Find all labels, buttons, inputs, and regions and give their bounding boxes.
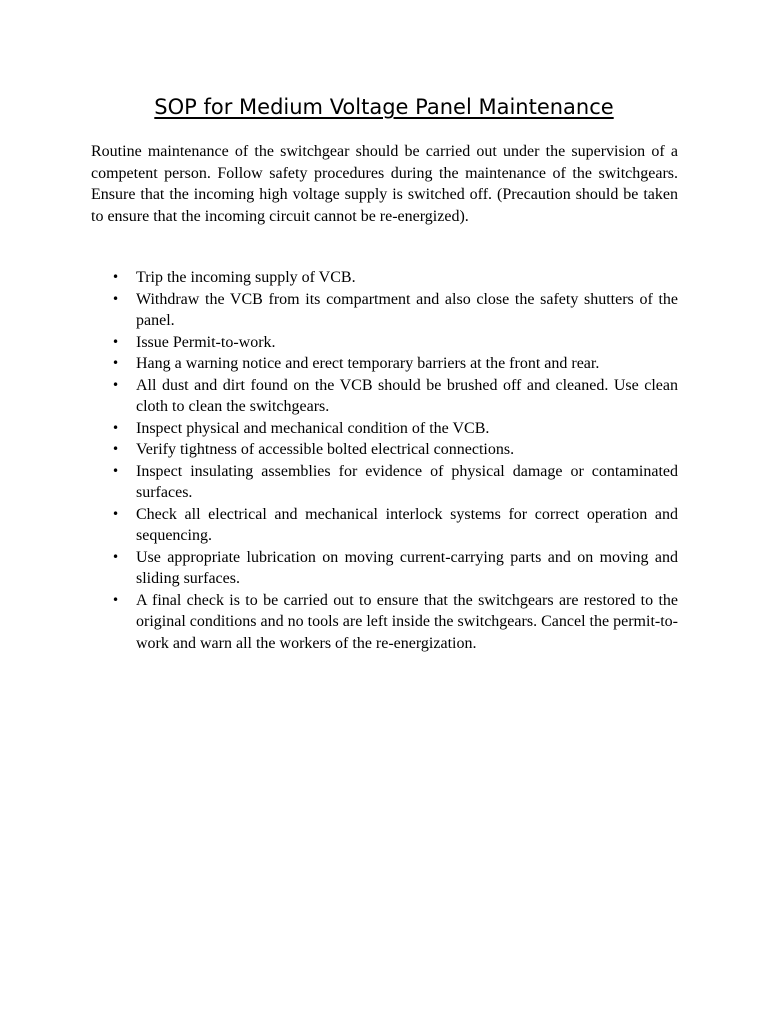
list-item [91,461,678,504]
list-item [91,439,678,461]
bullet-icon: • [112,506,120,521]
list-item-text: Trip the incoming supply of VCB. [136,269,356,286]
document-title-text: SOP for Medium Voltage Panel Maintenance [154,95,614,119]
bullet-icon: • [112,356,120,370]
list-item [91,504,678,547]
list-item-text: Check all electrical and mechanical interlock systems for correct operation and sequencing. [136,505,678,544]
list-item [91,289,678,332]
list-item [91,547,678,590]
bullet-icon: • [112,270,120,284]
list-item-text: Use appropriate lubrication on moving current-carrying parts and on moving and sliding surfaces. [136,548,678,587]
list-item-text: A final check is to be carried out to ensure that the switchgears are restored to the original conditions and no tools are left inside the switchgears. Cancel the permit-to-work and warn all the workers of the re-energization. [136,591,678,652]
list-item-text: Withdraw the VCB from its compartment and also close the safety shutters of the panel. [136,290,678,329]
list-item-text: Inspect insulating assemblies for evidence of physical damage or contaminated surfaces. [136,462,678,501]
bullet-icon: • [112,334,120,349]
list-item-text: Inspect physical and mechanical condition of the VCB. [136,419,490,437]
bullet-icon: • [112,442,120,456]
list-item [91,418,678,440]
bullet-icon: • [112,291,120,306]
document-title [0,91,768,123]
bullet-icon: • [112,549,120,564]
bullet-icon: • [112,592,120,607]
bullet-icon: • [112,420,120,435]
bullet-icon: • [112,463,120,478]
maintenance-steps-list [91,267,678,654]
list-item-text: All dust and dirt found on the VCB should be brushed off and cleaned. Use clean cloth to clean the switchgears. [136,376,678,415]
list-item [91,332,678,354]
list-item [91,375,678,418]
list-item [91,590,678,655]
intro-paragraph: Routine maintenance of the switchgear should be carried out under the supervision of a competent person. Follow safety procedures during the maintenance of the switchgears. Ensure that the incoming high voltage supply is switched off. (Precaution should be taken to ensure that the incoming circuit cannot be re-energized). [91,143,678,225]
list-item-text: Issue Permit-to-work. [136,333,276,351]
list-item [91,267,678,289]
list-item-text: Hang a warning notice and erect temporary barriers at the front and rear. [136,355,600,372]
bullet-icon: • [112,377,120,392]
list-item [91,353,678,375]
list-item-text: Verify tightness of accessible bolted electrical connections. [136,441,515,458]
